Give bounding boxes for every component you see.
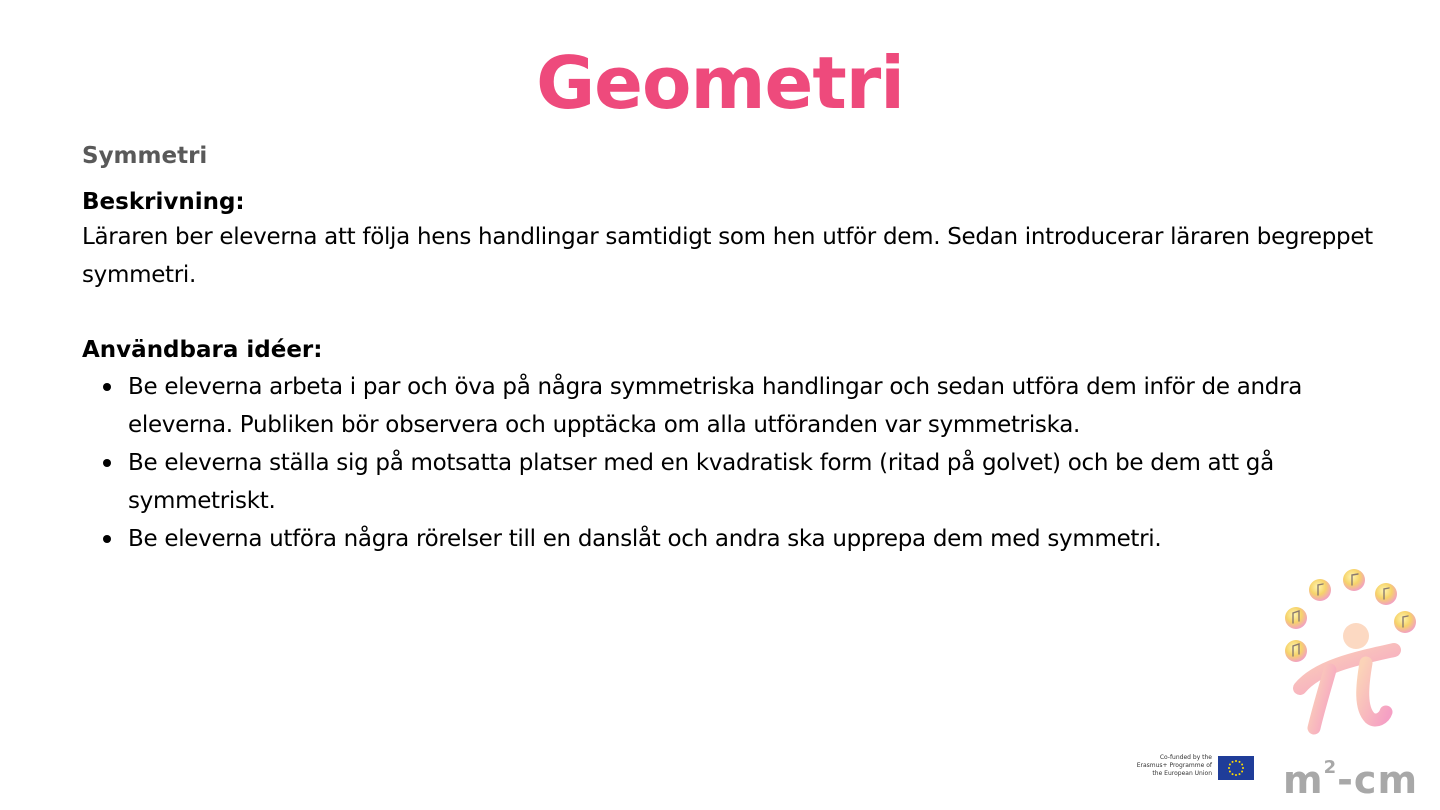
slide-content [82,138,1382,558]
ideas-list [82,368,1382,558]
eu-cofunded-text: Co-funded by the Erasmus+ Programme of the European Union [1136,754,1212,777]
description-text: Läraren ber eleverna att följa hens handlingar samtidigt som hen utför dem. Sedan introducerar läraren begreppet symmetri. [82,224,1373,288]
list-item [82,368,1382,444]
m2cm-logo [1283,738,1423,810]
bullet-icon [103,383,111,391]
idea-text: Be eleverna arbeta i par och öva på några symmetriska handlingar och sedan utföra dem inför de andra eleverna. Publiken bör observera och upptäcka om alla utföranden var symmetriska. [128,374,1303,438]
idea-text: Be eleverna ställa sig på motsatta platser med en kvadratisk form (ritad på golvet) och be dem att gå symmetriskt. [128,450,1274,514]
eu-flag-icon [1218,756,1254,780]
description-heading: Beskrivning: [82,189,245,215]
logo-text-tail: -cm [1337,758,1419,802]
idea-text: Be eleverna utföra några rörelser till en danslåt och andra ska upprepa dem med symmetri. [128,526,1162,552]
slide-subtitle: Symmetri [82,143,208,169]
ideas-heading: Användbara idéer: [82,337,323,363]
bullet-icon [103,459,111,467]
logo-text-sup: 2 [1323,757,1338,778]
list-item [82,444,1382,520]
eu-cofunded-badge [1130,754,1260,784]
slide-title: Geometri [536,41,904,125]
list-item [82,520,1382,558]
bullet-icon [103,535,111,543]
section-spacer [82,294,1382,334]
logo-text-main: m [1283,758,1324,802]
